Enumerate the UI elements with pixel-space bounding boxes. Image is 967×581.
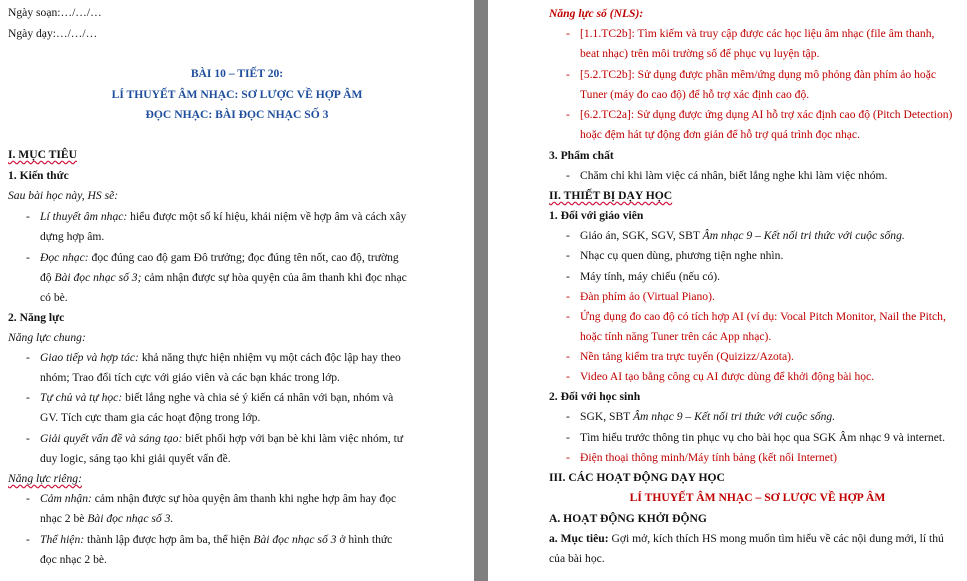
heading-qualities: 3. Phẩm chất: [549, 149, 614, 162]
teacher-item-5: Ứng dụng đo cao độ có tích hợp AI (ví dụ: Vocal Pitch Monitor, Nail the Pitch,: [580, 310, 946, 323]
bullet-dash: -: [566, 350, 570, 363]
heading-competence: 2. Năng lực: [8, 311, 65, 324]
digital-item-2-cont: Tuner (máy đo cao độ) để hỗ trợ xác định cao độ.: [580, 88, 810, 101]
teacher-item-2: Nhạc cụ quen dùng, phương tiện nghe nhìn.: [580, 249, 784, 262]
bullet-dash: -: [566, 370, 570, 383]
general-item-3: Giải quyết vấn đề và sáng tạo: biết phối hợp với bạn bè khi làm việc nhóm, tư: [40, 432, 404, 445]
heading-activities: III. CÁC HOẠT ĐỘNG DẠY HỌC: [549, 471, 725, 484]
section-title-theory: LÍ THUYẾT ÂM NHẠC – SƠ LƯỢC VỀ HỢP ÂM: [629, 491, 886, 504]
digital-item-3: [6.2.TC2a]: Sử dụng được ứng dụng AI hỗ trợ xác định cao độ (Pitch Detection): [580, 108, 953, 121]
teacher-item-1: Giáo án, SGK, SGV, SBT Âm nhạc 9 – Kết nối tri thức với cuộc sống.: [580, 229, 905, 242]
quality-item-1: Chăm chỉ khi làm việc cá nhân, biết lắng nghe khi làm việc nhóm.: [580, 169, 888, 182]
document-page-right: [488, 0, 967, 581]
bullet-dash: -: [26, 391, 30, 404]
bullet-dash: -: [26, 492, 30, 505]
objective-line-cont: của bài học.: [549, 552, 605, 565]
bullet-dash: -: [26, 533, 30, 546]
bullet-dash: -: [566, 310, 570, 323]
general-item-1-cont: nhóm; Trao đổi tích cực với giáo viên và các bạn khác trong lớp.: [40, 371, 340, 384]
knowledge-item-1-cont: dựng hợp âm.: [40, 230, 105, 243]
digital-competence-heading: Năng lực số (NLS):: [549, 7, 644, 20]
teacher-item-3: Máy tính, máy chiếu (nếu có).: [580, 270, 721, 283]
bullet-dash: -: [566, 108, 570, 121]
heading-objectives: I. MỤC TIÊU: [8, 148, 78, 161]
general-competence: Năng lực chung:: [8, 331, 86, 344]
teacher-item-5-cont: hoặc tính năng Tuner trên các App nhạc).: [580, 330, 772, 343]
digital-item-3-cont: hoặc đệm hát tự động đơn giản để hỗ trợ quá trình đọc nhạc.: [580, 128, 860, 141]
knowledge-item-2-cont: độ Bài đọc nhạc số 3; cảm nhận được sự hòa quyện của âm thanh khi đọc nhạc: [40, 271, 407, 284]
specific-item-2-cont: đọc nhạc 2 bè.: [40, 553, 107, 566]
bullet-dash: -: [26, 351, 30, 364]
teacher-item-6: Nền tảng kiểm tra trực tuyến (Quizizz/Azota).: [580, 350, 794, 363]
teacher-item-7: Video AI tạo bằng công cụ AI được dùng để khởi động bài học.: [580, 370, 875, 383]
bullet-dash: -: [26, 251, 30, 264]
specific-item-1-cont: nhạc 2 bè Bài đọc nhạc số 3.: [40, 512, 174, 525]
specific-item-1: Cảm nhận: cảm nhận được sự hòa quyện âm thanh khi nghe hợp âm hay đọc: [40, 492, 397, 505]
document-page-left: [0, 0, 474, 581]
specific-competence: Năng lực riêng:: [8, 472, 82, 485]
specific-item-2: Thể hiện: thành lập được hợp âm ba, thể hiện Bài đọc nhạc số 3 ở hình thức: [40, 533, 393, 546]
bullet-dash: -: [566, 431, 570, 444]
lesson-title-2: LÍ THUYẾT ÂM NHẠC: SƠ LƯỢC VỀ HỢP ÂM: [111, 88, 363, 101]
bullet-dash: -: [566, 169, 570, 182]
general-item-1: Giao tiếp và hợp tác: khả năng thực hiện nhiệm vụ một cách độc lập hay theo: [40, 351, 401, 364]
digital-item-2: [5.2.TC2b]: Sử dụng được phần mềm/ứng dụng mô phỏng đàn phím ảo hoặc: [580, 68, 937, 81]
bullet-dash: -: [566, 229, 570, 242]
bullet-dash: -: [566, 68, 570, 81]
heading-for-teacher: 1. Đối với giáo viên: [549, 209, 644, 222]
bullet-dash: -: [566, 410, 570, 423]
knowledge-item-2-cont2: có bè.: [40, 291, 68, 304]
student-item-3: Điện thoại thông minh/Máy tính bảng (kết nối Internet): [580, 451, 837, 464]
general-item-2-cont: GV. Tích cực tham gia các hoạt động trong lớp.: [40, 411, 261, 424]
lesson-title-1: BÀI 10 – TIẾT 20:: [190, 67, 284, 80]
digital-item-1-cont: beat nhạc) trên môi trường số để phục vụ luyện tập.: [580, 47, 820, 60]
objective-line: a. Mục tiêu: Gợi mở, kích thích HS mong muốn tìm hiểu về các nội dung mới, lí thú: [549, 532, 944, 545]
lesson-title-3: ĐỌC NHẠC: BÀI ĐỌC NHẠC SỐ 3: [145, 108, 329, 121]
after-lesson-note: Sau bài học này, HS sẽ:: [8, 189, 119, 202]
bullet-dash: -: [566, 270, 570, 283]
general-item-3-cont: duy logic, sáng tạo khi giải quyết vấn đề.: [40, 452, 231, 465]
heading-knowledge: 1. Kiến thức: [8, 169, 69, 182]
date-prepared: Ngày soạn:…/…/…: [8, 6, 102, 19]
heading-for-student: 2. Đối với học sinh: [549, 390, 641, 403]
knowledge-item-2: Đọc nhạc: đọc đúng cao độ gam Đô trưởng; đọc đúng tên nốt, cao độ, trường: [40, 251, 399, 264]
student-item-1: SGK, SBT Âm nhạc 9 – Kết nối tri thức với cuộc sống.: [580, 410, 836, 423]
bullet-dash: -: [566, 27, 570, 40]
teacher-item-4: Đàn phím ảo (Virtual Piano).: [580, 290, 715, 303]
bullet-dash: -: [566, 249, 570, 262]
bullet-dash: -: [566, 451, 570, 464]
general-item-2: Tự chủ và tự học: biết lắng nghe và chia sẻ ý kiến cá nhân với bạn, nhóm và: [40, 391, 394, 404]
heading-equipment: II. THIẾT BỊ DẠY HỌC: [549, 189, 673, 202]
bullet-dash: -: [26, 432, 30, 445]
bullet-dash: -: [26, 210, 30, 223]
student-item-2: Tìm hiểu trước thông tin phục vụ cho bài học qua SGK Âm nhạc 9 và internet.: [580, 431, 945, 444]
knowledge-item-1: Lí thuyết âm nhạc: hiểu được một số kí hiệu, khái niệm về hợp âm và cách xây: [40, 210, 407, 223]
heading-warmup: A. HOẠT ĐỘNG KHỞI ĐỘNG: [549, 512, 707, 525]
bullet-dash: -: [566, 290, 570, 303]
digital-item-1: [1.1.TC2b]: Tìm kiếm và truy cập được các học liệu âm nhạc (file âm thanh,: [580, 27, 935, 40]
date-taught: Ngày dạy:…/…/…: [8, 27, 98, 40]
